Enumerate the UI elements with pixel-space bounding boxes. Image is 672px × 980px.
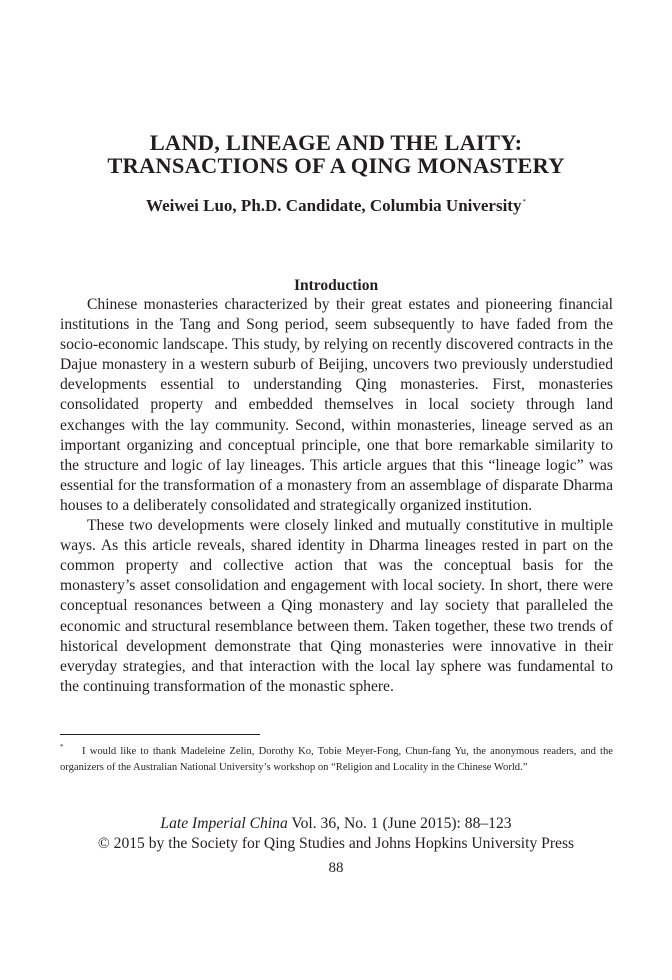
author-name: Weiwei Luo, Ph.D. Candidate, Columbia University [146,196,522,215]
journal-title: Late Imperial China [160,815,288,832]
author-footnote-marker[interactable]: * [522,198,526,207]
section-heading: Introduction [293,277,379,294]
footnote: * I would like to thank Madeleine Zelin, Dorothy Ko, Tobie Meyer-Fong, Chun-fang Yu, the anonymous readers, and the organizers of the Australian National University’s workshop on “Religion and Locality in the Chinese World.” [60,743,613,773]
author-line [0,195,672,217]
article-title-line-2: TRANSACTIONS OF A QING MONASTERY [107,153,565,178]
body-text [60,295,613,697]
footnote-divider [60,734,260,735]
body-paragraph-2: These two developments were closely linked and mutually constitutive in multiple ways. As this article reveals, shared identity in Dharma lineages rested in part on the common property and collective action that was the conceptual basis for the monastery’s asset consolidation and engagement with local society. In short, there were conceptual resonances between a Qing monastery and lay society that paralleled the economic and structural resemblance between them. Taken together, these two trends of historical development demonstrate that Qing monasteries were innovative in their everyday strategies, and that interaction with the local lay sphere was fundamental to the continuing transformation of the monastic sphere. [60,517,613,695]
article-title-line-1: LAND, LINEAGE AND THE LAITY: [149,130,523,155]
footnote-text: I would like to thank Madeleine Zelin, Dorothy Ko, Tobie Meyer-Fong, Chun-fang Yu, the anonymous readers, and the organizers of the Australian National University’s workshop on “Religion and Locality in the Chinese World.” [60,746,613,773]
body-paragraph-1: Chinese monasteries characterized by their great estates and pioneering financial institutions in the Tang and Song period, seem subsequently to have faded from the socio-economic landscape. This study, by relying on recently discovered contracts in the Dajue monastery in a western suburb of Beijing, uncovers two previously understudied developments essential to understanding Qing monasteries. First, monasteries consolidated property and embedded themselves in local society through land exchanges with the lay community. Second, within monasteries, lineage served as an important organizing and conceptual principle, one that bore remarkable similarity to the structure and logic of lay lineages. This article argues that this “lineage logic” was essential for the transformation of a monastery from an assemblage of disparate Dharma houses to a deliberately consolidated and strategically organized institution. [60,296,613,514]
copyright-notice: © 2015 by the Society for Qing Studies and Johns Hopkins University Press [97,835,575,852]
page-number: 88 [328,860,344,876]
journal-volume-issue: Vol. 36, No. 1 (June 2015): 88–123 [287,815,512,832]
journal-citation [0,814,672,834]
